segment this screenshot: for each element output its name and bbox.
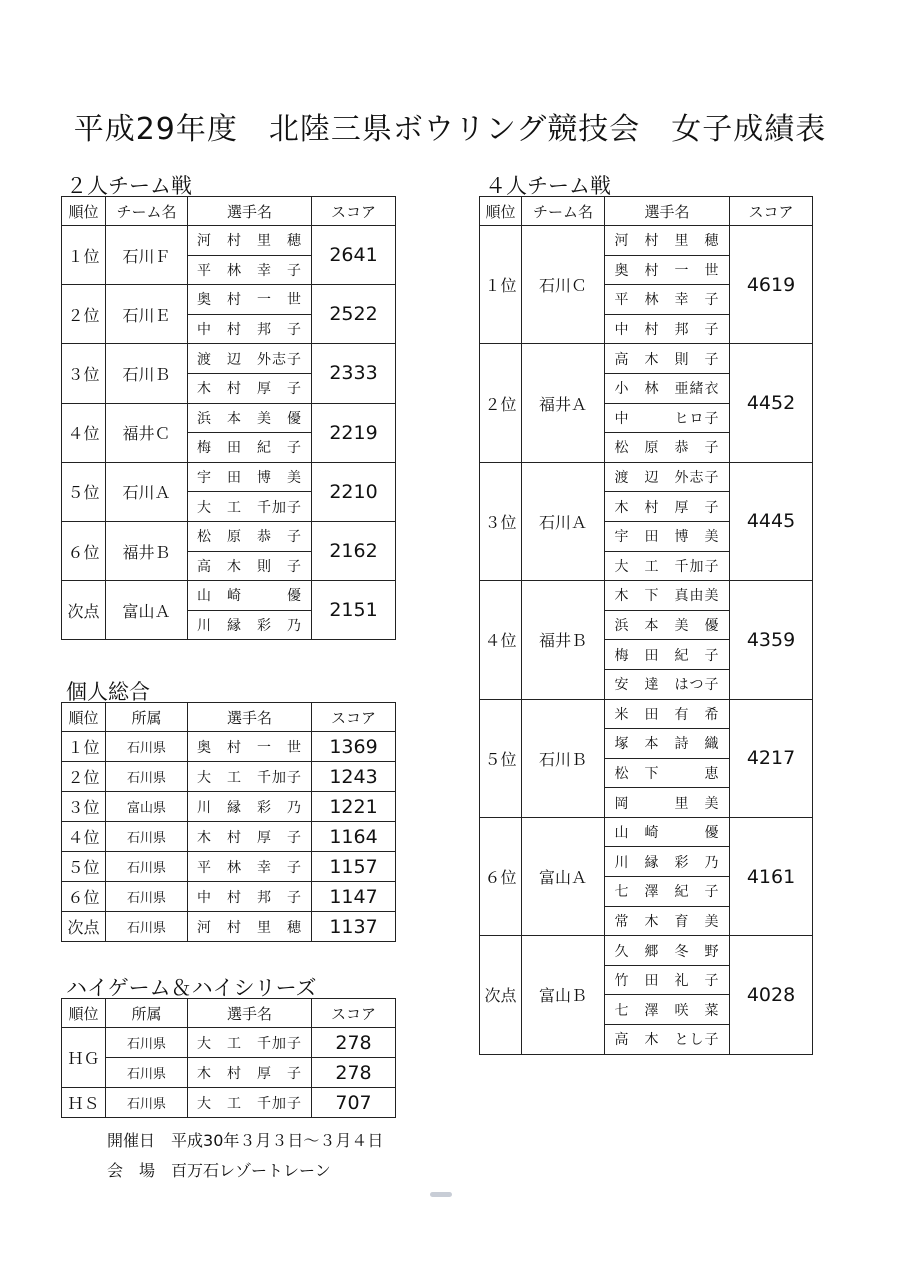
player-cell: 渡 辺 外志子 [188,344,312,374]
affiliation-cell: 石川県 [106,822,188,852]
team-cell: 福井Ｂ [522,581,605,699]
score-cell: 2151 [312,581,396,640]
team-cell: 石川Ｃ [522,226,605,344]
player-cell: 梅 田 紀 子 [188,433,312,463]
team-row [62,285,396,315]
header-row [62,197,396,226]
player-cell: 宇 田 博 美 [188,462,312,492]
team-cell: 富山Ａ [522,817,605,935]
team-cell: 福井Ｂ [106,521,188,580]
score-cell: 4619 [730,226,813,344]
score-cell: 278 [312,1058,396,1088]
score-cell: 4452 [730,344,813,462]
player-header: 選手名 [605,197,730,226]
player-cell: 木 村 厚 子 [188,1058,312,1088]
rank-cell: 次点 [62,912,106,942]
player-cell: 木 村 厚 子 [605,492,730,522]
team-cell: 石川Ａ [522,462,605,580]
player-cell: 大 工 千加子 [188,1028,312,1058]
two-person-team-heading: ２人チーム戦 [66,174,192,198]
team-cell: 石川Ｆ [106,226,188,285]
player-cell: 奥 村 一 世 [188,732,312,762]
player-cell: 宇 田 博 美 [605,521,730,551]
player-cell: 奥 村 一 世 [605,255,730,285]
rank-cell: ４位 [62,822,106,852]
rank-header: 順位 [62,197,106,226]
rank-cell: ２位 [480,344,522,462]
rank-cell: ３位 [62,344,106,403]
player-cell: 浜 本 美 優 [605,610,730,640]
player-cell: 川 縁 彩 乃 [188,792,312,822]
rank-cell: ２位 [62,285,106,344]
player-cell: 渡 辺 外志子 [605,462,730,492]
team-cell: 富山Ｂ [522,936,605,1054]
score-header: スコア [312,197,396,226]
team-row [480,344,813,374]
player-cell: 七 澤 紀 子 [605,877,730,907]
individual-table [61,702,396,942]
player-cell: 塚 本 詩 織 [605,729,730,759]
affiliation-header: 所属 [106,999,188,1028]
player-cell: 河 村 里 穂 [188,912,312,942]
score-cell: 1147 [312,882,396,912]
team-row [480,226,813,256]
rank-cell: ２位 [62,762,106,792]
player-cell: 梅 田 紀 子 [605,640,730,670]
team-row [480,936,813,966]
player-cell: 大 工 千加子 [188,762,312,792]
team-row [62,521,396,551]
player-cell: 奥 村 一 世 [188,285,312,315]
player-cell: 高 木 則 子 [188,551,312,581]
player-cell: 大 工 千加子 [605,551,730,581]
rank-cell: ３位 [480,462,522,580]
team-cell: 石川Ａ [106,462,188,521]
table-row [62,1028,396,1058]
table-row [62,852,396,882]
table-row [62,762,396,792]
table-row [62,822,396,852]
team-row [62,344,396,374]
player-cell: 高 木 則 子 [605,344,730,374]
event-date-label: 開催日 [107,1131,156,1150]
rank-cell: 次点 [480,936,522,1054]
affiliation-cell: 石川県 [106,762,188,792]
score-cell: 1369 [312,732,396,762]
player-cell: 山 崎 優 [188,581,312,611]
player-cell: 平 林 幸 子 [188,255,312,285]
table-row [62,732,396,762]
score-cell: 1243 [312,762,396,792]
player-cell: 七 澤 咲 菜 [605,995,730,1025]
score-cell: 2219 [312,403,396,462]
score-cell: 2162 [312,521,396,580]
rank-cell: ４位 [62,403,106,462]
hs-label: ＨＳ [62,1088,106,1118]
score-cell: 4161 [730,817,813,935]
player-cell: 中 村 邦 子 [605,314,730,344]
four-person-team-table [479,196,813,1055]
player-cell: 米 田 有 希 [605,699,730,729]
player-cell: 中 村 邦 子 [188,314,312,344]
event-venue-value: 百万石レゾートレーン [171,1161,331,1180]
player-cell: 松 原 恭 子 [188,521,312,551]
player-cell: 木 村 厚 子 [188,373,312,403]
event-venue [107,1158,331,1181]
rank-cell: ６位 [62,882,106,912]
rank-cell: １位 [62,732,106,762]
player-cell: 岡 里 美 [605,788,730,818]
player-cell: 安 達 はつ子 [605,669,730,699]
rank-header: 順位 [480,197,522,226]
rank-cell: ５位 [62,462,106,521]
player-cell: 山 崎 優 [605,817,730,847]
score-cell: 4028 [730,936,813,1054]
player-cell: 河 村 里 穂 [188,226,312,256]
event-date-value: 平成30年３月３日～３月４日 [171,1131,384,1150]
team-row [480,462,813,492]
player-cell: 浜 本 美 優 [188,403,312,433]
score-header: スコア [730,197,813,226]
score-cell: 278 [312,1028,396,1058]
scan-smudge [430,1192,452,1197]
four-person-team-heading: ４人チーム戦 [485,174,611,198]
page-title: 平成29年度 北陸三県ボウリング競技会 女子成績表 [73,112,827,147]
two-person-team-table [61,196,396,640]
table-row [62,792,396,822]
team-row [62,462,396,492]
player-header: 選手名 [188,197,312,226]
rank-cell: ４位 [480,581,522,699]
event-venue-label: 会 場 [107,1161,156,1180]
rank-header: 順位 [62,703,106,732]
team-cell: 石川Ｂ [106,344,188,403]
score-cell: 1221 [312,792,396,822]
event-date [107,1128,383,1151]
score-cell: 2641 [312,226,396,285]
header-row [62,999,396,1028]
team-row [62,581,396,611]
player-cell: 松 原 恭 子 [605,433,730,463]
table-row [62,882,396,912]
player-cell: 木 下 真由美 [605,581,730,611]
score-cell: 4445 [730,462,813,580]
player-cell: 松 下 恵 [605,758,730,788]
team-cell: 福井Ａ [522,344,605,462]
rank-cell: ６位 [480,817,522,935]
player-cell: 久 郷 冬 野 [605,936,730,966]
rank-cell: １位 [62,226,106,285]
high-game-series-table [61,998,396,1118]
player-header: 選手名 [188,703,312,732]
header-row [480,197,813,226]
team-row [480,817,813,847]
affiliation-cell: 石川県 [106,1088,188,1118]
rank-cell: ６位 [62,521,106,580]
player-cell: 河 村 里 穂 [605,226,730,256]
score-cell: 4217 [730,699,813,817]
team-cell: 石川Ｂ [522,699,605,817]
player-cell: 大 工 千加子 [188,1088,312,1118]
score-cell: 707 [312,1088,396,1118]
player-cell: 木 村 厚 子 [188,822,312,852]
rank-cell: ５位 [62,852,106,882]
player-cell: 小 林 亜緒衣 [605,373,730,403]
header-row [62,703,396,732]
table-row [62,1058,396,1088]
team-row [480,699,813,729]
score-cell: 2333 [312,344,396,403]
score-cell: 2210 [312,462,396,521]
team-row [480,581,813,611]
player-cell: 大 工 千加子 [188,492,312,522]
affiliation-header: 所属 [106,703,188,732]
player-cell: 中 ヒロ子 [605,403,730,433]
individual-heading: 個人総合 [66,680,150,704]
team-header: チーム名 [106,197,188,226]
player-cell: 川 縁 彩 乃 [188,610,312,640]
high-game-series-heading: ハイゲーム＆ハイシリーズ [66,976,317,1000]
player-header: 選手名 [188,999,312,1028]
player-cell: 川 縁 彩 乃 [605,847,730,877]
affiliation-cell: 石川県 [106,1028,188,1058]
score-header: スコア [312,703,396,732]
rank-cell: 次点 [62,581,106,640]
team-header: チーム名 [522,197,605,226]
team-cell: 福井Ｃ [106,403,188,462]
affiliation-cell: 石川県 [106,912,188,942]
team-row [62,403,396,433]
score-cell: 1164 [312,822,396,852]
player-cell: 中 村 邦 子 [188,882,312,912]
score-header: スコア [312,999,396,1028]
team-row [62,226,396,256]
table-row [62,1088,396,1118]
hg-label: ＨＧ [62,1028,106,1088]
player-cell: 高 木 とし子 [605,1025,730,1055]
rank-cell: ５位 [480,699,522,817]
score-cell: 4359 [730,581,813,699]
team-cell: 石川Ｅ [106,285,188,344]
team-cell: 富山Ａ [106,581,188,640]
player-cell: 平 林 幸 子 [605,285,730,315]
player-cell: 平 林 幸 子 [188,852,312,882]
rank-header: 順位 [62,999,106,1028]
rank-cell: １位 [480,226,522,344]
table-row [62,912,396,942]
player-cell: 竹 田 礼 子 [605,965,730,995]
rank-cell: ３位 [62,792,106,822]
score-cell: 2522 [312,285,396,344]
player-cell: 常 木 育 美 [605,906,730,936]
affiliation-cell: 石川県 [106,1058,188,1088]
affiliation-cell: 富山県 [106,792,188,822]
affiliation-cell: 石川県 [106,732,188,762]
score-cell: 1157 [312,852,396,882]
affiliation-cell: 石川県 [106,852,188,882]
affiliation-cell: 石川県 [106,882,188,912]
score-cell: 1137 [312,912,396,942]
